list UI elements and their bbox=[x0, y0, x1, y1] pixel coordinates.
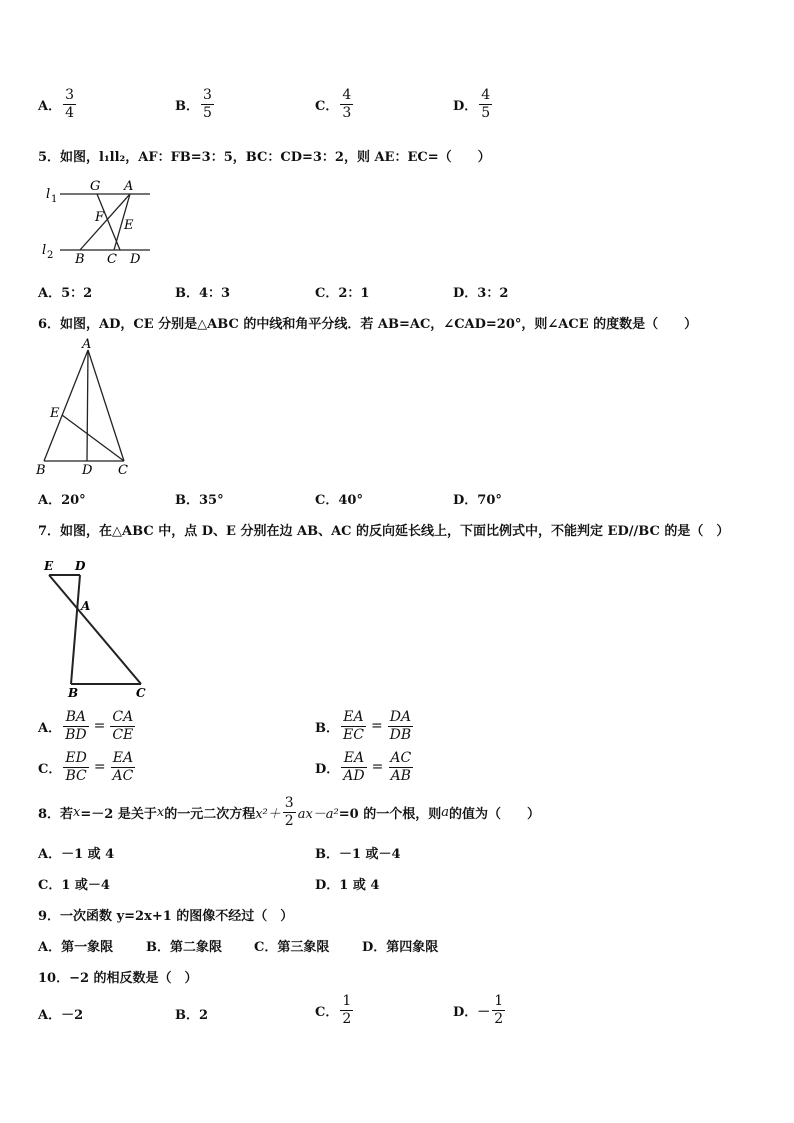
fraction: $\frac{4}{3}$ bbox=[342, 87, 352, 121]
q8-option-c: C．1 或－4 bbox=[38, 878, 110, 893]
q10-option-c: C． $\frac{1}{2}$ bbox=[315, 993, 352, 1027]
question-5-stem: 5．如图，l₁ll₂，AF：FB=3：5，BC：CD=3：2，则 AE：EC=（ ） bbox=[38, 150, 491, 165]
q4-option-b: B． $\frac{3}{5}$ bbox=[175, 87, 212, 121]
label-c: C bbox=[107, 252, 117, 267]
label-g: G bbox=[90, 179, 101, 194]
q10-option-d: D． － $\frac{1}{2}$ bbox=[453, 993, 504, 1027]
q9-option-a: A．第一象限 bbox=[38, 940, 114, 955]
question-8-stem: 8．若 x =－2 是关于 x 的一元二次方程 x²＋ $\frac{3}{2}$ ax－a² =0 的一个根，则 a 的值为（ ） bbox=[38, 795, 540, 829]
fraction-one-half: $\frac{1}{2}$ bbox=[342, 993, 352, 1027]
question-9-stem: 9．一次函数 y=2x+1 的图像不经过（ ） bbox=[38, 909, 294, 924]
label-a: A bbox=[81, 599, 91, 613]
fraction: $\frac{3}{4}$ bbox=[65, 87, 75, 121]
q5-option-b: B．4：3 bbox=[175, 286, 231, 301]
label-e: E bbox=[44, 559, 54, 573]
fraction: $\frac{4}{5}$ bbox=[481, 87, 491, 121]
label-b: B bbox=[36, 463, 46, 478]
q7-option-a: A． $\frac{BA}{BD}$ = $\frac{CA}{CE}$ bbox=[38, 709, 134, 743]
q7-option-d: D． $\frac{EA}{AD}$ = $\frac{AC}{AB}$ bbox=[315, 750, 412, 784]
label-d: D bbox=[75, 559, 86, 573]
q10-option-a: A．－2 bbox=[38, 1008, 84, 1023]
label-c: C bbox=[136, 686, 146, 700]
q6-option-a: A．20° bbox=[38, 493, 86, 508]
label-b: B bbox=[75, 252, 85, 267]
q6-figure bbox=[32, 336, 137, 480]
q4-option-d: D． $\frac{4}{5}$ bbox=[453, 87, 491, 121]
label-l2: l bbox=[42, 243, 47, 258]
q9-option-c: C．第三象限 bbox=[254, 940, 330, 955]
question-7-stem: 7．如图，在△ABC 中，点 D、E 分别在边 AB、AC 的反向延长线上，下面比例式中，不能判定 ED//BC 的是（ ） bbox=[38, 524, 730, 539]
label-l1: l bbox=[46, 187, 51, 202]
label-e: E bbox=[50, 406, 60, 421]
q6-option-c: C．40° bbox=[315, 493, 363, 508]
q5-figure bbox=[38, 174, 156, 268]
label-c: C bbox=[118, 463, 128, 478]
q10-option-b: B．2 bbox=[175, 1008, 209, 1023]
label-b: B bbox=[68, 686, 79, 700]
q9-option-b: B．第二象限 bbox=[146, 940, 222, 955]
q7-figure bbox=[38, 556, 158, 702]
q5-option-a: A．5：2 bbox=[38, 286, 93, 301]
q6-option-b: B．35° bbox=[175, 493, 224, 508]
q5-option-d: D．3：2 bbox=[453, 286, 509, 301]
question-6-stem: 6．如图，AD，CE 分别是△ABC 的中线和角平分线．若 AB=AC，∠CAD=20°，则∠ACE 的度数是（ ） bbox=[38, 317, 698, 332]
label-d: D bbox=[82, 463, 93, 478]
label-l2-sub: 2 bbox=[47, 250, 54, 261]
q9-option-d: D．第四象限 bbox=[362, 940, 439, 955]
fraction: $\frac{3}{5}$ bbox=[203, 87, 212, 121]
q7-option-c: C． $\frac{ED}{BC}$ = $\frac{EA}{AC}$ bbox=[38, 750, 134, 784]
q6-option-d: D．70° bbox=[453, 493, 502, 508]
q4-option-a: A． $\frac{3}{4}$ bbox=[38, 87, 75, 121]
label-f: F bbox=[95, 210, 105, 225]
q7-option-b: B． $\frac{EA}{EC}$ = $\frac{DA}{DB}$ bbox=[315, 709, 412, 743]
q8-option-b: B．－1 或－4 bbox=[315, 847, 401, 862]
q4-option-c: C． $\frac{4}{3}$ bbox=[315, 87, 352, 121]
label-d: D bbox=[130, 252, 141, 267]
fraction-one-half: $\frac{1}{2}$ bbox=[494, 993, 504, 1027]
question-10-stem: 10．−2 的相反数是（ ） bbox=[38, 971, 198, 986]
q8-option-d: D．1 或 4 bbox=[315, 878, 380, 893]
label-a: A bbox=[82, 337, 92, 352]
q5-option-c: C．2：1 bbox=[315, 286, 370, 301]
label-l1-sub: 1 bbox=[51, 194, 58, 205]
label-e: E bbox=[124, 218, 134, 233]
fraction-three-halves: $\frac{3}{2}$ bbox=[284, 795, 294, 829]
label-a: A bbox=[124, 179, 134, 194]
q8-option-a: A．－1 或 4 bbox=[38, 847, 115, 862]
